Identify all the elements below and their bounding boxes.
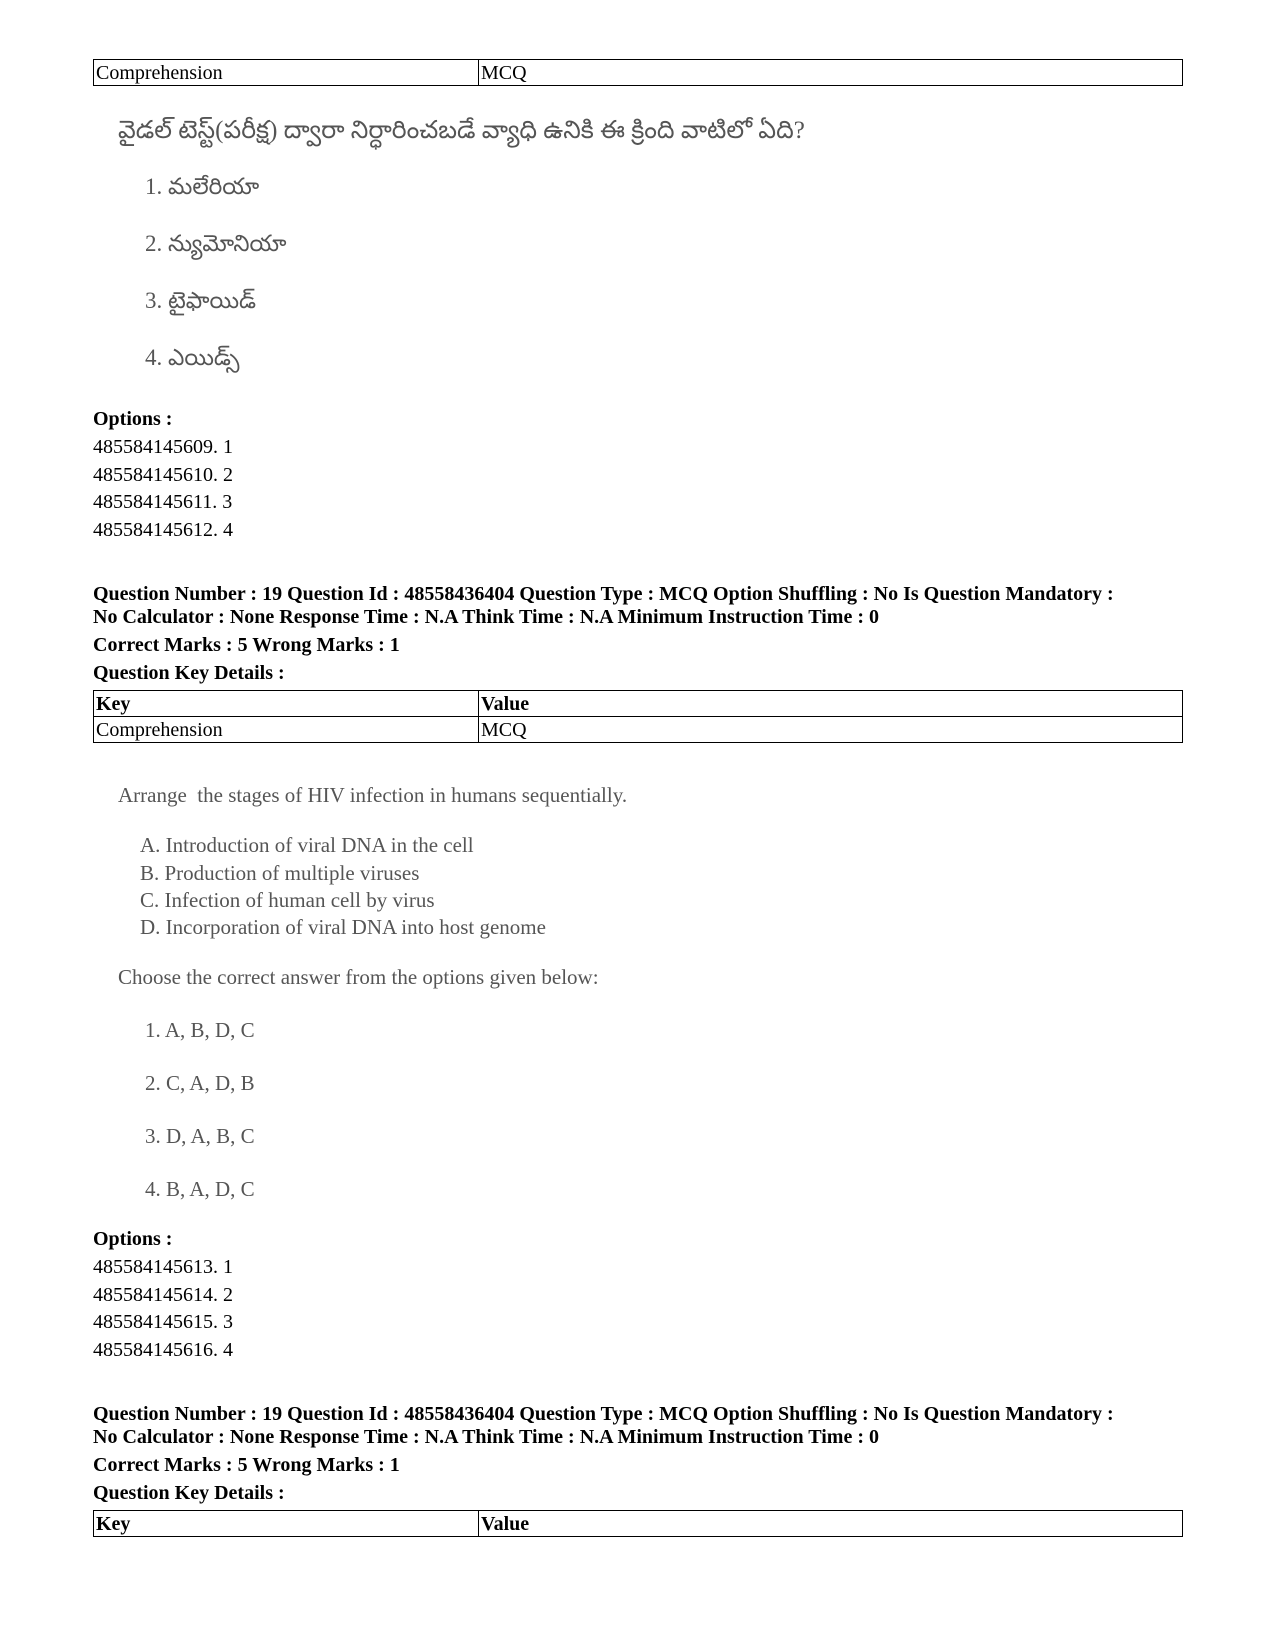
key-details-label: Question Key Details : bbox=[93, 1482, 285, 1504]
option-item: 485584145615. 3 bbox=[93, 1311, 233, 1333]
choice-item: 4. ఎయిడ్స్ bbox=[145, 345, 240, 370]
option-item: 485584145611. 3 bbox=[93, 491, 233, 513]
option-item: 485584145616. 4 bbox=[93, 1339, 233, 1361]
table-cell-key: Comprehension bbox=[94, 717, 479, 743]
table-header-row bbox=[94, 1511, 1183, 1537]
table-row bbox=[94, 717, 1183, 743]
option-item: 485584145609. 1 bbox=[93, 436, 233, 458]
choice-item: 3. టైఫాయిడ్ bbox=[145, 288, 257, 313]
table-header-row bbox=[94, 691, 1183, 717]
choice-item: 3. D, A, B, C bbox=[145, 1124, 255, 1148]
choice-item: 1. మలేరియా bbox=[145, 174, 260, 199]
table-row bbox=[94, 60, 1183, 86]
instruction-text: Choose the correct answer from the options given below: bbox=[118, 965, 599, 989]
options-label: Options : bbox=[93, 1228, 173, 1250]
choice-item: 2. న్యుమోనియా bbox=[145, 231, 287, 256]
options-label: Options : bbox=[93, 408, 173, 430]
question-meta-line-2: No Calculator : None Response Time : N.A Think Time : N.A Minimum Instruction Time : 0 bbox=[93, 1426, 879, 1448]
table-header-value: Value bbox=[479, 691, 1183, 717]
stage-item: B. Production of multiple viruses bbox=[140, 861, 420, 885]
question-meta-line-1: Question Number : 19 Question Id : 48558436404 Question Type : MCQ Option Shuffling : No Is Question Mandatory : bbox=[93, 583, 1114, 605]
question-text: Arrange the stages of HIV infection in humans sequentially. bbox=[118, 783, 628, 807]
stage-item: C. Infection of human cell by virus bbox=[140, 888, 435, 912]
marks-line: Correct Marks : 5 Wrong Marks : 1 bbox=[93, 1454, 400, 1476]
table-header-key: Key bbox=[94, 691, 479, 717]
option-item: 485584145610. 2 bbox=[93, 464, 233, 486]
question-text-telugu: వైడల్ టెస్ట్(పరీక్ష) ద్వారా నిర్ధారించబడే వ్యాధి ఉనికి ఈ క్రింది వాటిలో ఏది? bbox=[118, 117, 805, 144]
question-key-table bbox=[93, 1510, 1183, 1537]
question-key-table bbox=[93, 690, 1183, 743]
key-details-label: Question Key Details : bbox=[93, 662, 285, 684]
table-cell-key: Comprehension bbox=[94, 60, 479, 86]
choice-item: 1. A, B, D, C bbox=[145, 1018, 255, 1042]
table-header-key: Key bbox=[94, 1511, 479, 1537]
option-item: 485584145614. 2 bbox=[93, 1284, 233, 1306]
table-header-value: Value bbox=[479, 1511, 1183, 1537]
option-item: 485584145612. 4 bbox=[93, 519, 233, 541]
marks-line: Correct Marks : 5 Wrong Marks : 1 bbox=[93, 634, 400, 656]
question-key-table-top bbox=[93, 59, 1183, 86]
stage-item: A. Introduction of viral DNA in the cell bbox=[140, 833, 474, 857]
stage-item: D. Incorporation of viral DNA into host genome bbox=[140, 915, 546, 939]
table-cell-value: MCQ bbox=[479, 60, 1183, 86]
choice-item: 2. C, A, D, B bbox=[145, 1071, 255, 1095]
option-item: 485584145613. 1 bbox=[93, 1256, 233, 1278]
question-meta-line-2: No Calculator : None Response Time : N.A Think Time : N.A Minimum Instruction Time : 0 bbox=[93, 606, 879, 628]
choice-item: 4. B, A, D, C bbox=[145, 1177, 255, 1201]
question-meta-line-1: Question Number : 19 Question Id : 48558436404 Question Type : MCQ Option Shuffling : No Is Question Mandatory : bbox=[93, 1403, 1114, 1425]
table-cell-value: MCQ bbox=[479, 717, 1183, 743]
